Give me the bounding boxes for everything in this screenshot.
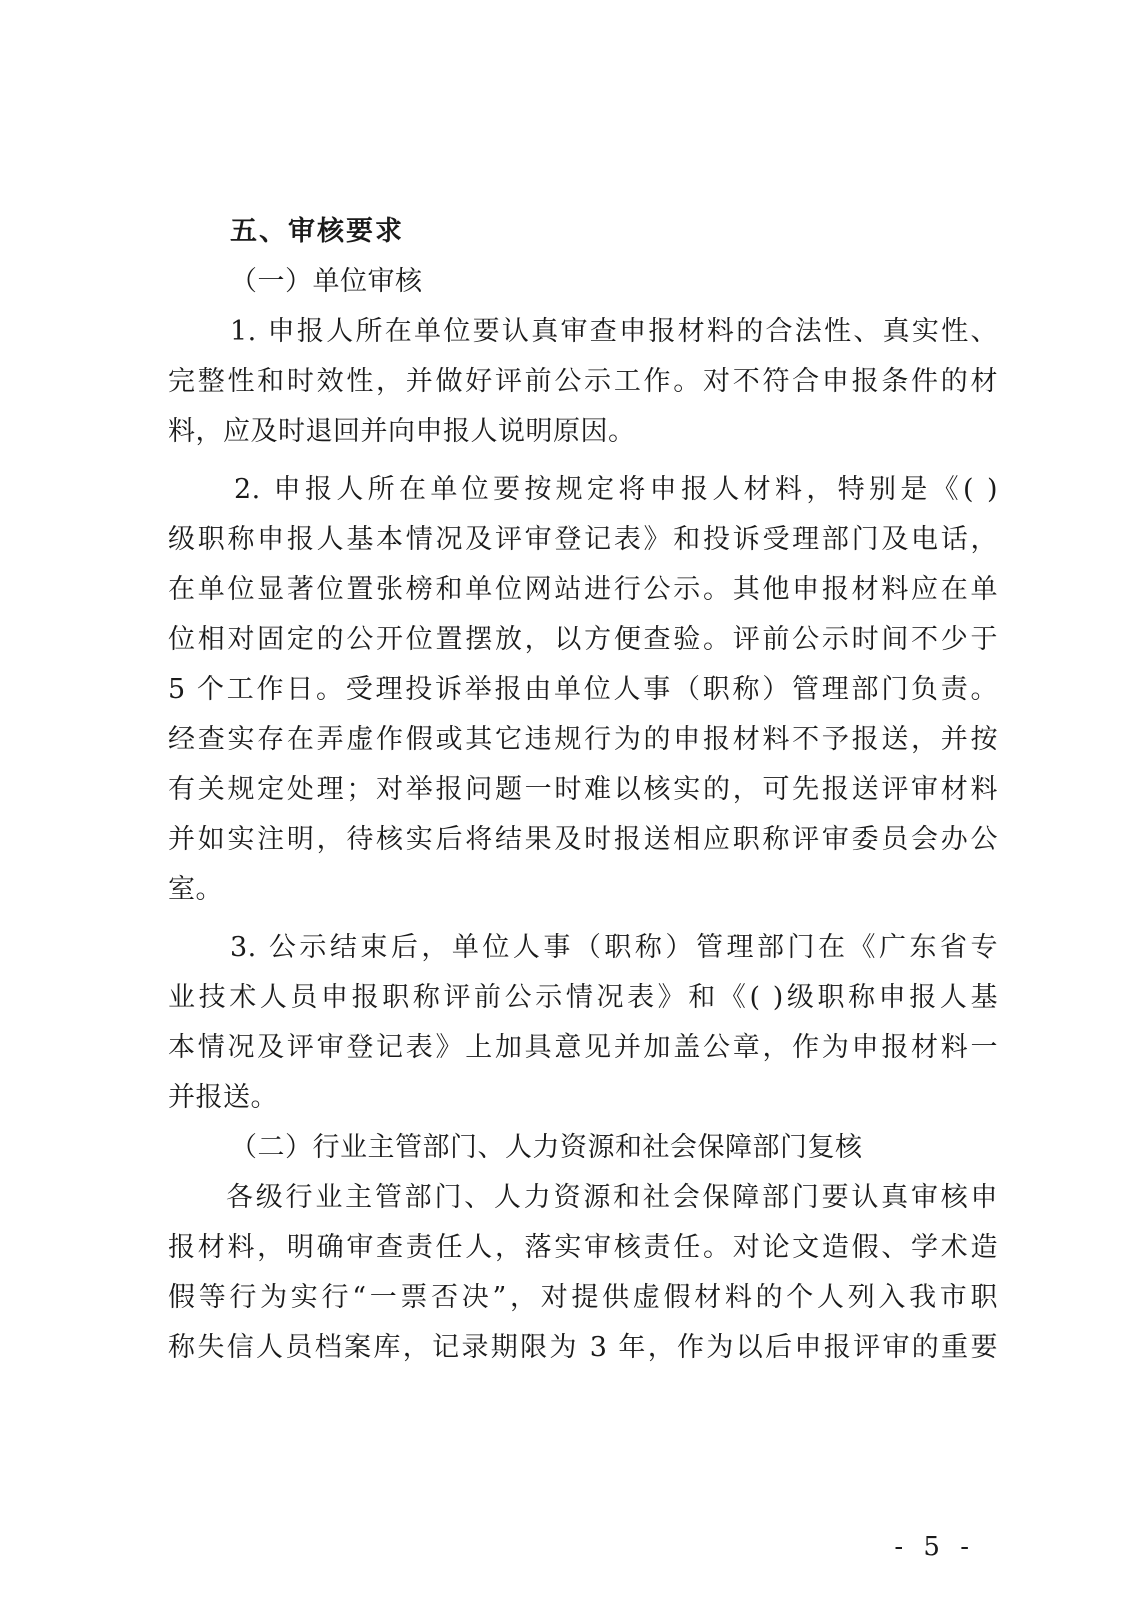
- page-number: - 5 -: [894, 1532, 975, 1562]
- paragraph-line: 料，应及时退回并向申报人说明原因。: [168, 416, 636, 447]
- section-heading: 五、审核要求: [230, 216, 404, 247]
- paragraph-line: 本情况及评审登记表》上加具意见并加盖公章，作为申报材料一: [168, 1032, 998, 1063]
- paragraph-line: 有关规定处理；对举报问题一时难以核实的，可先报送评审材料: [168, 774, 998, 805]
- paragraph-line: 经查实存在弄虚作假或其它违规行为的申报材料不予报送，并按: [168, 724, 998, 755]
- paragraph-line: 2. 申报人所在单位要按规定将申报人材料，特别是《( ): [234, 474, 998, 505]
- paragraph-line: 业技术人员申报职称评前公示情况表》和《( )级职称申报人基: [168, 982, 998, 1013]
- document-body: [168, 207, 998, 1373]
- paragraph-line: 室。: [168, 874, 223, 905]
- paragraph-line: 完整性和时效性，并做好评前公示工作。对不符合申报条件的材: [168, 366, 998, 397]
- paragraph-line: 1. 申报人所在单位要认真审查申报材料的合法性、真实性、: [230, 316, 998, 347]
- paragraph-line: 并如实注明，待核实后将结果及时报送相应职称评审委员会办公: [168, 824, 998, 855]
- paragraph-line: 假等行为实行“一票否决”，对提供虚假材料的个人列入我市职: [168, 1282, 998, 1313]
- paragraph-line: 3. 公示结束后，单位人事（职称）管理部门在《广东省专: [230, 932, 998, 963]
- subsection-heading: （一）单位审核: [230, 266, 423, 297]
- subsection-heading: （二）行业主管部门、人力资源和社会保障部门复核: [230, 1132, 863, 1163]
- paragraph-line: 级职称申报人基本情况及评审登记表》和投诉受理部门及电话，: [168, 524, 998, 555]
- paragraph-line: 称失信人员档案库，记录期限为 3 年，作为以后申报评审的重要: [168, 1332, 998, 1363]
- paragraph-line: 位相对固定的公开位置摆放，以方便查验。评前公示时间不少于: [168, 624, 998, 655]
- paragraph-line: 在单位显著位置张榜和单位网站进行公示。其他申报材料应在单: [168, 574, 998, 605]
- paragraph-line: 5 个工作日。受理投诉举报由单位人事（职称）管理部门负责。: [168, 674, 998, 705]
- paragraph-line: 各级行业主管部门、人力资源和社会保障部门要认真审核申: [226, 1182, 998, 1213]
- paragraph-line: 报材料，明确审查责任人，落实审核责任。对论文造假、学术造: [168, 1232, 998, 1263]
- paragraph-line: 并报送。: [168, 1082, 278, 1113]
